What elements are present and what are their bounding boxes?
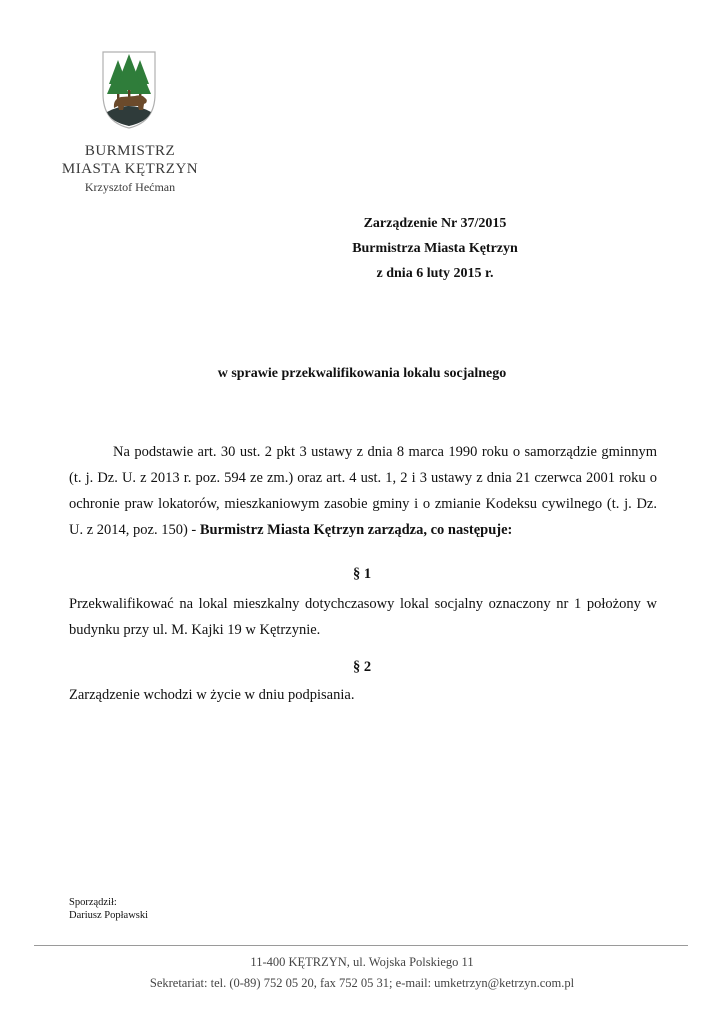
- section-1-text: Przekwalifikować na lokal mieszkalny dotychczasowy lokal socjalny oznaczony nr 1 położony w budynku przy ul. M. Kajki 19 w Kętrzynie.: [69, 596, 657, 638]
- document-title: [330, 211, 540, 286]
- footer-address: 11-400 KĘTRZYN, ul. Wojska Polskiego 11: [250, 955, 474, 969]
- footer-divider: [34, 945, 688, 946]
- prepared-by-label: Sporządził:: [69, 897, 117, 908]
- footer-contact: Sekretariat: tel. (0-89) 752 05 20, fax 752 05 31; e-mail: umketrzyn@ketrzyn.com.pl: [149, 976, 575, 990]
- city-crest-icon: [101, 50, 157, 130]
- office-title-line1: BURMISTRZ: [84, 143, 176, 159]
- preamble: [69, 439, 657, 543]
- title-line3: z dnia 6 luty 2015 r.: [376, 266, 494, 281]
- preamble-text: Na podstawie art. 30 ust. 2 pkt 3 ustawy z dnia 8 marca 1990 roku o samorządzie gminnym (t. j. Dz. U. z 2013 r. poz. 594 ze zm.) oraz art. 4 ust. 1, 2 i 3 ustawy z dnia 21 czerwca 2001 roku o ochronie praw lokatorów, mieszkaniowym zasobie gminy i o zmianie Kodeksu cywilnego (t. j. Dz. U. z 2014, poz. 150) -: [69, 444, 657, 538]
- office-header: [50, 142, 210, 195]
- title-line2: Burmistrza Miasta Kętrzyn: [352, 241, 518, 256]
- office-holder-name: Krzysztof Hećman: [84, 180, 176, 194]
- section-2-label: § 2: [352, 659, 372, 675]
- document-subject: w sprawie przekwalifikowania lokalu socjalnego: [217, 366, 507, 381]
- section-1-label: § 1: [352, 566, 372, 582]
- office-title-line2: MIASTA KĘTRZYN: [61, 161, 199, 177]
- prepared-by-name: Dariusz Popławski: [69, 910, 149, 921]
- title-line1: Zarządzenie Nr 37/2015: [363, 216, 507, 231]
- section-2-text: Zarządzenie wchodzi w życie w dniu podpisania.: [69, 687, 355, 703]
- footer: [0, 952, 724, 994]
- prepared-by: [69, 896, 148, 922]
- preamble-bold: Burmistrz Miasta Kętrzyn zarządza, co następuje:: [199, 522, 513, 538]
